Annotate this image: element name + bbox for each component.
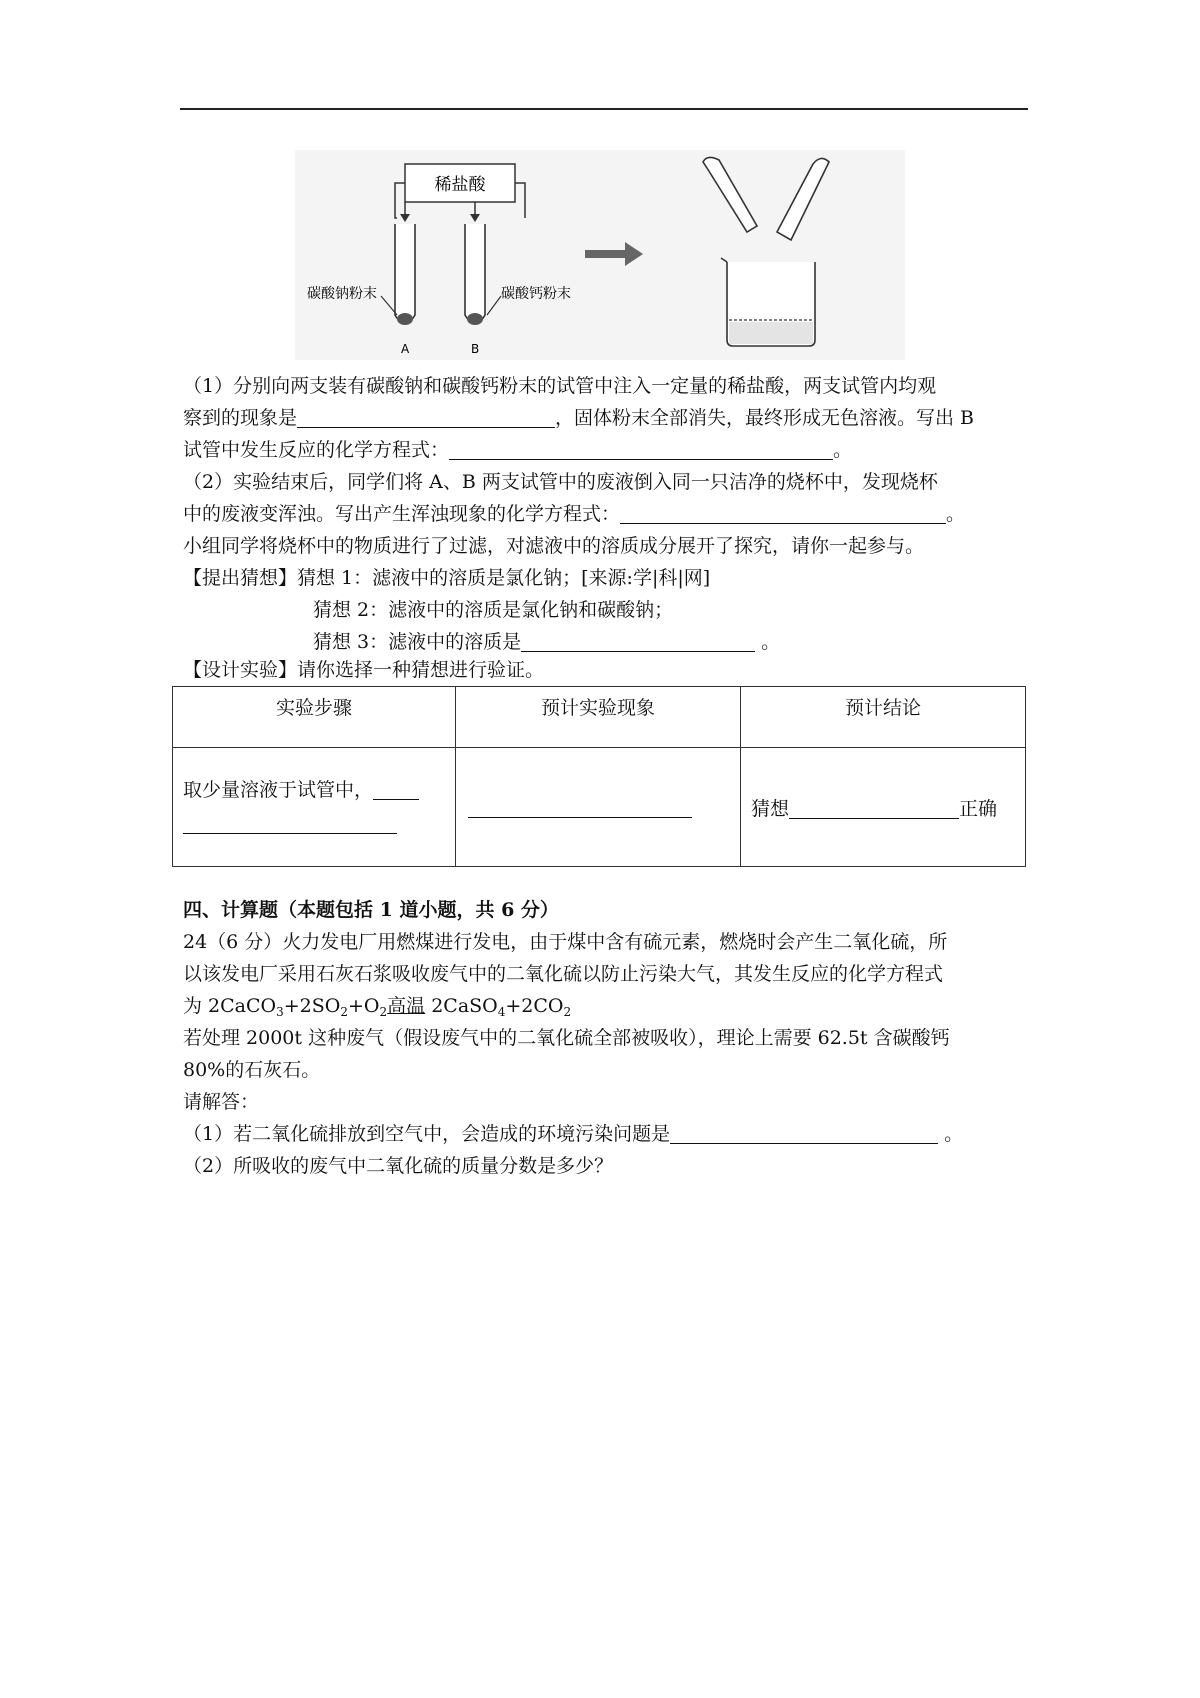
section-heading: 四、计算题（本题包括 1 道小题，共 6 分） <box>183 899 559 921</box>
hypothesis-line1: 【提出猜想】猜想 1：滤液中的溶质是氯化钠；[来源:学|科|网] <box>183 567 711 589</box>
answer-blank[interactable] <box>468 795 692 818</box>
table-header: 实验步骤 <box>173 687 456 748</box>
problem-line1: 24（6 分）火力发电厂用燃煤进行发电，由于煤中含有硫元素，燃烧时会产生二氧化硫，所 <box>183 931 948 953</box>
q1-line2: 察到的现象是 ，固体粉末全部消失，最终形成无色溶液。写出 B <box>183 407 975 429</box>
table-cell-step: 取少量溶液于试管中， <box>173 748 456 867</box>
problem-line2: 以该发电厂采用石灰石浆吸收废气中的二氧化硫以防止污染大气，其发生反应的化学方程式 <box>183 963 944 985</box>
answer-blank[interactable] <box>789 796 959 819</box>
test-tube-a <box>395 224 415 325</box>
problem-line3: 若处理 2000t 这种废气（假设废气中的二氧化硫全部被吸收），理论上需要 62.5t 含碳酸钙 <box>183 1027 950 1049</box>
hypothesis-line2: 猜想 2：滤液中的溶质是氯化钠和碳酸钠； <box>313 599 674 621</box>
equation-line: 为 $2CaCO_3+2SO_2+O_2$高温 $2CaSO_4+2CO_2$ <box>183 995 572 1019</box>
q1-line3: 试管中发生反应的化学方程式： 。 <box>183 439 853 461</box>
tube-a-powder-label: 碳酸钠粉末 <box>307 286 377 302</box>
design-line: 【设计实验】请你选择一种猜想进行验证。 <box>183 659 545 681</box>
answer-blank[interactable] <box>373 777 419 800</box>
tube-b-letter: B <box>471 342 480 356</box>
subquestion-2: （2）所吸收的废气中二氧化硫的质量分数是多少？ <box>183 1155 614 1177</box>
table-row <box>173 748 1026 867</box>
reagent-label: 稀盐酸 <box>434 175 486 195</box>
problem-line4: 80%的石灰石。 <box>183 1059 321 1081</box>
answer-blank[interactable] <box>521 629 755 652</box>
answer-blank[interactable] <box>183 811 397 834</box>
subquestion-1: （1）若二氧化硫排放到空气中，会造成的环境污染问题是 。 <box>183 1123 964 1145</box>
answer-blank[interactable] <box>297 405 555 428</box>
q2-line1: （2）实验结束后，同学们将 A、B 两支试管中的废液倒入同一只洁净的烧杯中，发现烧杯 <box>183 471 938 493</box>
experiment-figure <box>295 150 905 360</box>
test-tube-b <box>465 224 485 325</box>
table-header: 预计实验现象 <box>456 687 741 748</box>
reaction-condition: 高温 <box>387 995 426 1017</box>
q2-line2: 中的废液变浑浊。写出产生浑浊现象的化学方程式： 。 <box>183 503 966 525</box>
answer-blank[interactable] <box>449 437 833 460</box>
answer-blank[interactable] <box>620 501 946 524</box>
table-header: 预计结论 <box>741 687 1026 748</box>
answer-blank[interactable] <box>670 1121 938 1144</box>
q1-line1: （1）分别向两支装有碳酸钠和碳酸钙粉末的试管中注入一定量的稀盐酸，两支试管内均观 <box>183 375 937 397</box>
header-rule <box>180 108 1028 110</box>
problem-line5: 请解答： <box>183 1091 260 1113</box>
q2-line3: 小组同学将烧杯中的物质进行了过滤，对滤液中的溶质成分展开了探究，请你一起参与。 <box>183 535 925 557</box>
beaker <box>721 258 815 346</box>
table-header-row <box>173 687 1026 748</box>
table-cell-phenomenon <box>456 748 741 867</box>
hypothesis-line3: 猜想 3：滤液中的溶质是 。 <box>313 631 781 653</box>
experiment-table <box>172 686 1026 867</box>
table-cell-conclusion: 猜想 正确 <box>741 748 1026 867</box>
tube-a-letter: A <box>401 342 410 356</box>
tube-b-powder-label: 碳酸钙粉末 <box>501 286 571 302</box>
